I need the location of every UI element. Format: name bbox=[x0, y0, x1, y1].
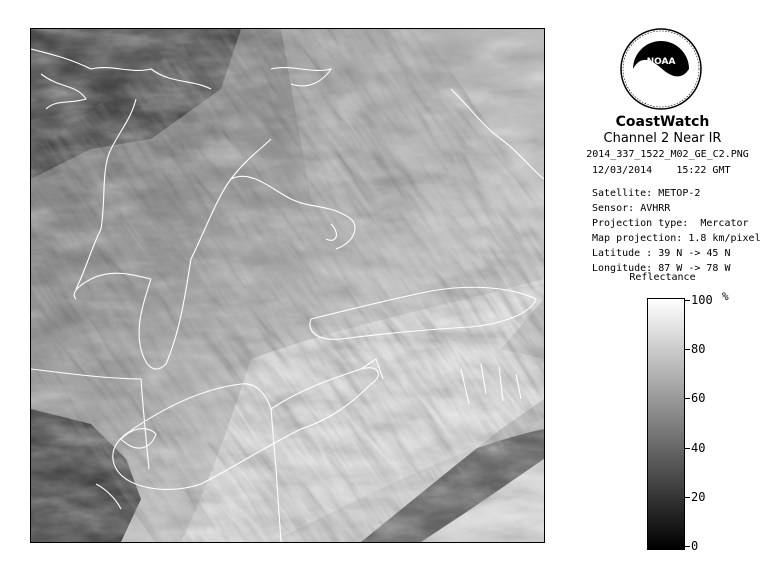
colorbar-tick bbox=[684, 349, 690, 350]
colorbar-tick bbox=[684, 448, 690, 449]
metadata-row-latitude: Latitude : 39 N -> 45 N bbox=[592, 248, 731, 259]
info-panel bbox=[560, 10, 775, 565]
satellite-image bbox=[31, 29, 544, 542]
colorbar-tick-label: 60 bbox=[691, 391, 706, 405]
page-title: CoastWatch bbox=[615, 114, 710, 130]
satellite-map bbox=[30, 28, 545, 543]
channel-subtitle: Channel 2 Near IR bbox=[603, 131, 722, 146]
metadata-row-projection-type: Projection type: Mercator bbox=[592, 218, 749, 229]
metadata-row-longitude: Longitude: 87 W -> 78 W bbox=[592, 263, 731, 274]
image-filename: 2014_337_1522_M02_GE_C2.PNG bbox=[586, 149, 749, 160]
colorbar-tick bbox=[684, 546, 690, 547]
colorbar-tick-label: 20 bbox=[691, 490, 706, 504]
metadata-row-sensor: Sensor: AVHRR bbox=[592, 203, 671, 214]
colorbar-tick bbox=[684, 398, 690, 399]
logo-text: NOAA bbox=[646, 57, 676, 67]
reflectance-colorbar bbox=[647, 298, 685, 550]
colorbar-tick bbox=[684, 300, 690, 301]
metadata-row-map-projection: Map projection: 1.8 km/pixel bbox=[592, 233, 761, 244]
colorbar-tick-label: 100 bbox=[691, 293, 713, 307]
colorbar-unit: % bbox=[722, 290, 729, 303]
colorbar-tick-label: 0 bbox=[691, 539, 699, 553]
colorbar-tick-label: 40 bbox=[691, 441, 706, 455]
noaa-logo-icon bbox=[620, 28, 702, 110]
colorbar-tick-label: 80 bbox=[691, 342, 706, 356]
metadata-row-satellite: Satellite: METOP-2 bbox=[592, 188, 701, 199]
acquisition-datetime bbox=[592, 165, 731, 176]
acquisition-date: 12/03/2014 bbox=[592, 165, 653, 176]
metadata-list bbox=[592, 186, 761, 276]
colorbar-title: Reflectance bbox=[629, 272, 696, 283]
acquisition-time: 15:22 GMT bbox=[676, 165, 731, 176]
colorbar-tick bbox=[684, 497, 690, 498]
